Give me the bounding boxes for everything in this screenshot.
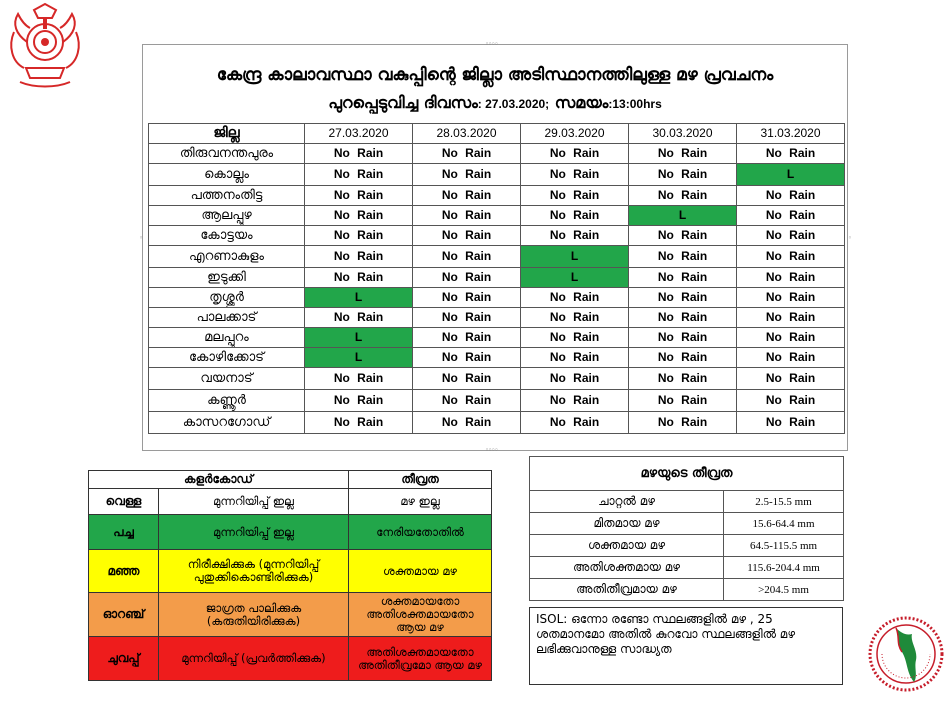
- forecast-cell: No Rain: [305, 368, 413, 390]
- forecast-cell: No Rain: [305, 390, 413, 412]
- forecast-cell-light-rain: L: [737, 164, 845, 186]
- forecast-cell: No Rain: [521, 206, 629, 226]
- severity-text: ശക്തമായതോ അതിശക്തമായതോ ആയ മഴ: [349, 593, 492, 637]
- forecast-cell: No Rain: [413, 368, 521, 390]
- district-name: മലപ്പുറം: [149, 328, 305, 348]
- district-name: വയനാട്: [149, 368, 305, 390]
- forecast-cell: No Rain: [305, 206, 413, 226]
- forecast-cell: No Rain: [521, 412, 629, 434]
- forecast-title: കേന്ദ്ര കാലാവസ്ഥാ വകുപ്പിന്റെ ജില്ലാ അടിസ്ഥാനത്തിലുള്ള മഴ പ്രവചനം: [216, 65, 774, 85]
- issued-label: പുറപ്പെടുവിച്ച ദിവസം: [328, 93, 478, 112]
- intensity-table: [529, 456, 844, 601]
- forecast-cell: No Rain: [521, 368, 629, 390]
- forecast-cell: No Rain: [305, 226, 413, 246]
- forecast-cell: No Rain: [413, 246, 521, 268]
- district-row: [149, 308, 845, 328]
- forecast-cell: No Rain: [737, 308, 845, 328]
- date-header: 31.03.2020: [737, 124, 845, 144]
- forecast-cell: No Rain: [305, 412, 413, 434]
- intensity-row: [530, 513, 844, 535]
- forecast-cell: No Rain: [521, 164, 629, 186]
- intensity-label: അതിതീവ്രമായ മഴ: [530, 579, 724, 601]
- intensity-header: മഴയുടെ തീവ്രത: [530, 457, 844, 491]
- forecast-cell: No Rain: [521, 348, 629, 368]
- color-code-header: കളർകോഡ്: [89, 471, 349, 489]
- resize-handle-icon: ◦◦◦◦: [485, 446, 498, 454]
- time-value: :13:00: [608, 97, 644, 111]
- forecast-cell: No Rain: [413, 144, 521, 164]
- forecast-cell: No Rain: [305, 164, 413, 186]
- severity-text: നേരിയതോതിൽ: [349, 515, 492, 550]
- forecast-cell-light-rain: L: [521, 268, 629, 288]
- forecast-cell: No Rain: [629, 226, 737, 246]
- intensity-label: ശക്തമായ മഴ: [530, 535, 724, 557]
- color-code-row-yellow: [89, 550, 492, 593]
- forecast-cell: No Rain: [521, 186, 629, 206]
- color-code-row-green: [89, 515, 492, 550]
- district-header: ജില്ല: [149, 124, 305, 144]
- forecast-cell: No Rain: [737, 226, 845, 246]
- district-name: എറണാകുളം: [149, 246, 305, 268]
- warning-text: ജാഗ്രത പാലിക്കുക (കരുതിയിരിക്കുക): [159, 593, 349, 637]
- intensity-row: [530, 491, 844, 513]
- district-row: [149, 206, 845, 226]
- color-name: ഓറഞ്ച്: [89, 593, 159, 637]
- color-code-row-orange: [89, 593, 492, 637]
- color-code-row-white: [89, 489, 492, 515]
- district-row: [149, 144, 845, 164]
- warning-text: മുന്നറിയിപ്പ് ഇല്ല: [159, 489, 349, 515]
- date-header: 30.03.2020: [629, 124, 737, 144]
- intensity-range: 115.6-204.4 mm: [724, 557, 844, 579]
- date-header: 29.03.2020: [521, 124, 629, 144]
- district-row: [149, 390, 845, 412]
- severity-header: തീവ്രത: [349, 471, 492, 489]
- intensity-label: ചാറ്റൽ മഴ: [530, 491, 724, 513]
- forecast-cell: No Rain: [305, 268, 413, 288]
- district-row: [149, 368, 845, 390]
- forecast-cell: No Rain: [305, 246, 413, 268]
- issued-date: : 27.03.2020;: [477, 97, 550, 111]
- forecast-cell: No Rain: [305, 308, 413, 328]
- forecast-cell: No Rain: [737, 412, 845, 434]
- intensity-label: മിതമായ മഴ: [530, 513, 724, 535]
- color-code-header-row: [89, 471, 492, 489]
- forecast-cell: No Rain: [413, 186, 521, 206]
- resize-handle-icon: ◦: [847, 234, 851, 242]
- forecast-cell: No Rain: [629, 144, 737, 164]
- district-row: [149, 226, 845, 246]
- forecast-cell: No Rain: [737, 144, 845, 164]
- forecast-cell: No Rain: [737, 328, 845, 348]
- forecast-cell: No Rain: [629, 328, 737, 348]
- forecast-cell: No Rain: [629, 390, 737, 412]
- forecast-cell: No Rain: [737, 246, 845, 268]
- forecast-cell: No Rain: [737, 288, 845, 308]
- warning-text: മുന്നറിയിപ്പ് ഇല്ല: [159, 515, 349, 550]
- district-row: [149, 164, 845, 186]
- district-row: [149, 186, 845, 206]
- forecast-panel: [139, 40, 851, 454]
- forecast-title-block: [143, 45, 847, 122]
- forecast-cell: No Rain: [629, 268, 737, 288]
- severity-text: മഴ ഇല്ല: [349, 489, 492, 515]
- forecast-cell-light-rain: L: [521, 246, 629, 268]
- color-name: മഞ്ഞ: [89, 550, 159, 593]
- forecast-cell: No Rain: [413, 308, 521, 328]
- forecast-cell: No Rain: [737, 186, 845, 206]
- forecast-cell: No Rain: [413, 226, 521, 246]
- intensity-range: >204.5 mm: [724, 579, 844, 601]
- color-name: വെള്ള: [89, 489, 159, 515]
- forecast-cell: No Rain: [521, 308, 629, 328]
- forecast-table: [148, 123, 845, 434]
- district-name: തൃശ്ശൂർ: [149, 288, 305, 308]
- intensity-range: 15.6-64.4 mm: [724, 513, 844, 535]
- date-header: 27.03.2020: [305, 124, 413, 144]
- intensity-range: 64.5-115.5 mm: [724, 535, 844, 557]
- time-label: സമയം: [554, 93, 609, 112]
- forecast-cell: No Rain: [629, 186, 737, 206]
- intensity-range: 2.5-15.5 mm: [724, 491, 844, 513]
- district-row: [149, 412, 845, 434]
- forecast-cell: No Rain: [629, 164, 737, 186]
- forecast-cell: No Rain: [629, 288, 737, 308]
- forecast-cell: No Rain: [413, 206, 521, 226]
- forecast-cell: No Rain: [737, 268, 845, 288]
- district-name: കൊല്ലം: [149, 164, 305, 186]
- district-name: കണ്ണൂർ: [149, 390, 305, 412]
- warning-text: മുന്നറിയിപ്പ് (പ്രവർത്തിക്കുക): [159, 637, 349, 681]
- district-name: ഇടുക്കി: [149, 268, 305, 288]
- district-name: തിരുവനന്തപുരം: [149, 144, 305, 164]
- forecast-cell: No Rain: [737, 390, 845, 412]
- forecast-cell: No Rain: [521, 288, 629, 308]
- forecast-cell: No Rain: [629, 246, 737, 268]
- district-row: [149, 268, 845, 288]
- time-unit: hrs: [643, 97, 662, 111]
- forecast-cell: No Rain: [737, 368, 845, 390]
- warning-text: നിരീക്ഷിക്കുക (മുന്നറിയിപ്പ് പുതുക്കികൊണ്ടിരിക്കുക): [159, 550, 349, 593]
- resize-handle-icon: ◦◦◦◦: [485, 40, 498, 48]
- forecast-cell-light-rain: L: [305, 348, 413, 368]
- intensity-row: [530, 535, 844, 557]
- district-name: കാസറഗോഡ്: [149, 412, 305, 434]
- forecast-cell: No Rain: [413, 412, 521, 434]
- forecast-cell: No Rain: [413, 328, 521, 348]
- kerala-disaster-management-logo-icon: [866, 606, 946, 702]
- issue-info: [143, 93, 847, 113]
- forecast-cell: No Rain: [521, 328, 629, 348]
- color-name: പച്ച: [89, 515, 159, 550]
- color-name: ചുവപ്പ്: [89, 637, 159, 681]
- forecast-cell: No Rain: [521, 226, 629, 246]
- resize-handle-icon: ◦: [139, 234, 143, 242]
- color-code-row-red: [89, 637, 492, 681]
- forecast-cell: No Rain: [413, 268, 521, 288]
- forecast-cell: No Rain: [413, 288, 521, 308]
- district-name: കോട്ടയം: [149, 226, 305, 246]
- district-row: [149, 328, 845, 348]
- forecast-cell: No Rain: [305, 144, 413, 164]
- date-header: 28.03.2020: [413, 124, 521, 144]
- forecast-cell: No Rain: [305, 186, 413, 206]
- district-row: [149, 348, 845, 368]
- district-row: [149, 246, 845, 268]
- isol-note: ISOL: ഒന്നോ രണ്ടോ സ്ഥലങ്ങളിൽ മഴ , 25 ശതമാനമോ അതിൽ കുറവോ സ്ഥലങ്ങളിൽ മഴ ലഭിക്കുവാനുള്ള സാദ്ധ്യത: [529, 607, 843, 685]
- forecast-cell: No Rain: [521, 144, 629, 164]
- forecast-cell: No Rain: [413, 390, 521, 412]
- district-name: പത്തനംതിട്ട: [149, 186, 305, 206]
- severity-text: അതിശക്തമായതോ അതിതീവ്രമോ ആയ മഴ: [349, 637, 492, 681]
- forecast-cell: No Rain: [629, 308, 737, 328]
- intensity-label: അതിശക്തമായ മഴ: [530, 557, 724, 579]
- intensity-header-row: [530, 457, 844, 491]
- intensity-row: [530, 579, 844, 601]
- forecast-cell: No Rain: [413, 348, 521, 368]
- forecast-cell-light-rain: L: [305, 328, 413, 348]
- severity-text: ശക്തമായ മഴ: [349, 550, 492, 593]
- district-name: ആലപ്പുഴ: [149, 206, 305, 226]
- kerala-emblem-icon: [6, 2, 84, 90]
- forecast-cell: No Rain: [629, 368, 737, 390]
- intensity-row: [530, 557, 844, 579]
- forecast-cell: No Rain: [629, 348, 737, 368]
- forecast-cell: No Rain: [629, 412, 737, 434]
- forecast-cell-light-rain: L: [305, 288, 413, 308]
- forecast-cell: No Rain: [521, 390, 629, 412]
- forecast-cell: No Rain: [737, 206, 845, 226]
- forecast-cell-light-rain: L: [629, 206, 737, 226]
- forecast-cell: No Rain: [737, 348, 845, 368]
- forecast-header-row: [149, 124, 845, 144]
- forecast-cell: No Rain: [413, 164, 521, 186]
- district-row: [149, 288, 845, 308]
- district-name: കോഴിക്കോട്: [149, 348, 305, 368]
- district-name: പാലക്കാട്: [149, 308, 305, 328]
- color-code-table: [88, 470, 492, 681]
